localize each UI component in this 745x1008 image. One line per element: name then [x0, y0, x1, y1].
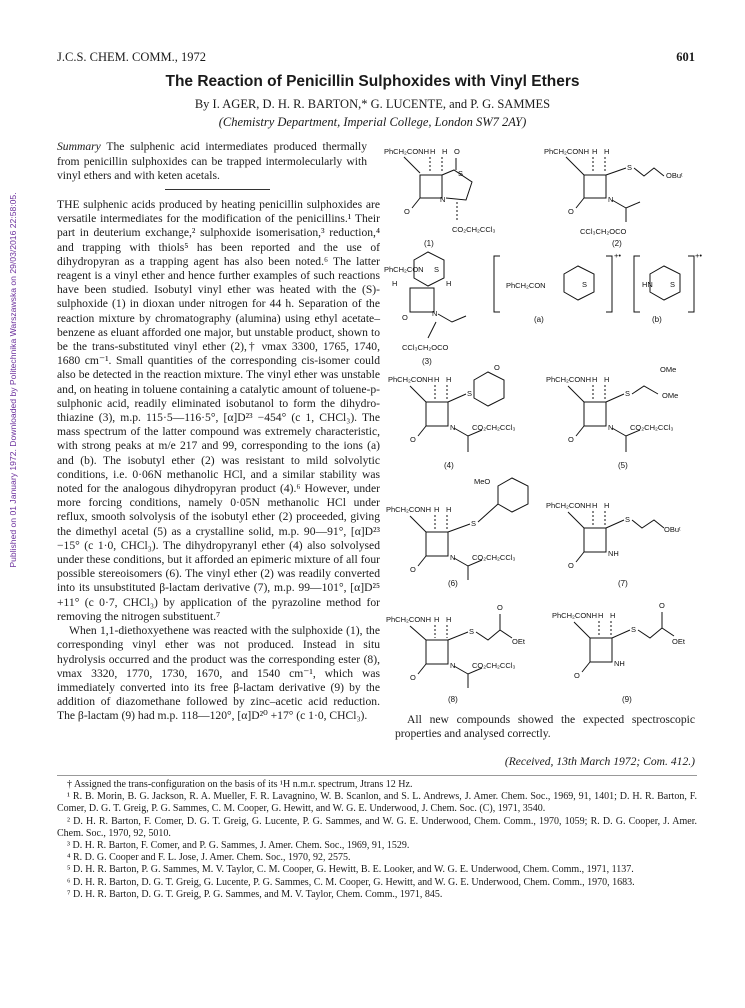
o-atom: O — [494, 363, 500, 372]
footnote: † Assigned the trans-configuration on the basis of its ¹H n.m.r. spectrum, Jtrans 12 Hz. — [67, 779, 413, 790]
ion-b-charge: +• — [695, 251, 702, 260]
h-atom: H — [446, 375, 452, 384]
article-title: The Reaction of Penicillin Sulphoxides with Vinyl Ethers — [165, 73, 580, 90]
structure-2-obu: OBuᵗ — [666, 171, 683, 180]
h-atom: H — [446, 279, 452, 288]
h-atom: H — [604, 501, 610, 510]
h-atom: H — [598, 611, 604, 620]
author-line: By I. AGER, D. H. R. BARTON,* G. LUCENTE, and P. G. SAMMES — [194, 97, 551, 111]
ion-a-sidechain: PhCH₂CON — [506, 281, 546, 290]
hn-atom: HN — [642, 280, 653, 289]
structure-5-label: (5) — [618, 461, 628, 470]
s-atom: S — [631, 625, 637, 634]
oet-group: OEt — [512, 637, 525, 646]
journal-header: J.C.S. CHEM. COMM., 1972 — [57, 50, 206, 64]
h-atom: H — [592, 375, 598, 384]
h-atom: H — [446, 615, 452, 624]
ion-b — [634, 251, 702, 324]
s-atom: S — [458, 169, 464, 178]
reference: ⁷ D. H. R. Barton, D. G. T. Greig, P. G. Sammes, and M. V. Taylor, Chem. Comm., 1971, 845. — [67, 888, 443, 900]
structure-3-label: (3) — [422, 357, 432, 366]
structure-4-ester: CO₂CH₂CCl₃ — [472, 423, 516, 432]
n-atom: N — [432, 309, 438, 318]
nh-group: NH — [614, 659, 625, 668]
structure-3-ester: CCl₃CH₂OCO — [402, 343, 449, 352]
ion-b-label: (b) — [652, 315, 662, 324]
reference: ¹ R. B. Morin, B. G. Jackson, R. A. Mueller, F. R. Lavagnino, W. B. Scanlon, and S. L. Andrews, J. Amer. Chem. Soc., 1969, 91, 1401; D. H. R. Barton, F. Comer, D. G. T. Greig, P. G. Sammes, C. M. Cooper, G. Hewitt, and W. G. E. Underwood, J. Chem. Soc. (C), 1971, 3540. — [57, 791, 697, 815]
structure-8-ester: CO₂CH₂CCl₃ — [472, 661, 516, 670]
structure-1-ester: CO₂CH₂CCl₃ — [452, 225, 496, 234]
o-atom: O — [404, 207, 410, 216]
reference: ⁶ D. H. R. Barton, D. G. T. Greig, G. Lucente, P. G. Sammes, C. M. Cooper, G. Hewitt, and W. G. E. Underwood, Chem. Comm., 1970, 1683. — [67, 876, 635, 888]
o-atom: O — [410, 565, 416, 574]
structure-2-label: (2) — [612, 239, 622, 248]
summary-divider — [165, 189, 270, 190]
structure-3 — [384, 252, 466, 366]
structure-8-label: (8) — [448, 695, 458, 704]
s-atom: S — [434, 265, 440, 274]
structure-5-ester: CO₂CH₂CCl₃ — [630, 423, 674, 432]
reference: ⁴ R. D. G. Cooper and F. L. Jose, J. Amer. Chem. Soc., 1970, 92, 2575. — [67, 852, 351, 864]
meo-group: MeO — [474, 477, 491, 486]
conclusion-paragraph: All new compounds showed the expected spectroscopic properties and analysed correctly. — [395, 713, 695, 741]
received-date: (Received, 13th March 1972; Com. 412.) — [504, 755, 695, 768]
structure-3-sidechain: PhCH₂CON — [384, 265, 424, 274]
structure-1-label: (1) — [424, 239, 434, 248]
s-atom: S — [625, 515, 631, 524]
article-body — [57, 198, 380, 724]
structure-1 — [384, 147, 495, 248]
structure-4 — [388, 363, 515, 470]
o-atom: O — [410, 435, 416, 444]
ion-a-charge: +• — [614, 251, 622, 260]
structure-9-sidechain: PhCH₂CONH — [552, 611, 597, 620]
n-atom: N — [608, 195, 614, 204]
structure-6-ester: CO₂CH₂CCl₃ — [472, 553, 516, 562]
structure-2-ester: CCl₃CH₂OCO — [580, 227, 627, 236]
o-atom: O — [454, 147, 460, 156]
ion-a — [494, 251, 621, 324]
oet-group: OEt — [672, 637, 685, 646]
footnote-divider — [57, 775, 697, 776]
reference: ³ D. H. R. Barton, F. Comer, and P. G. Sammes, J. Amer. Chem. Soc., 1969, 91, 1529. — [67, 840, 410, 852]
page-number: 601 — [676, 50, 695, 64]
o-atom: O — [568, 207, 574, 216]
ome-group: OMe — [662, 391, 679, 400]
reference: ⁵ D. H. R. Barton, P. G. Sammes, M. V. Taylor, C. M. Cooper, G. Hewitt, B. E. Looker, and W. G. E. Underwood, Chem. Comm., 1971, 1137. — [67, 864, 634, 876]
o-atom: O — [568, 435, 574, 444]
chemical-structures — [382, 140, 702, 705]
s-atom: S — [627, 163, 633, 172]
s-atom: S — [582, 280, 588, 289]
structure-2-sidechain: PhCH₂CONH — [544, 147, 589, 156]
structure-2 — [544, 147, 683, 248]
n-atom: N — [608, 423, 614, 432]
n-atom: N — [450, 423, 456, 432]
summary-label: Summary — [57, 140, 101, 153]
s-atom: S — [625, 389, 631, 398]
h-atom: H — [434, 505, 440, 514]
o-atom: O — [402, 313, 408, 322]
summary-block — [57, 140, 367, 184]
structure-7-label: (7) — [618, 579, 628, 588]
h-atom: H — [430, 147, 436, 156]
summary-text: The sulphenic acid intermediates produced thermally from penicillin sulphoxides can be trapped intermolecularly with vinyl ethers and with keten acetals. — [57, 140, 367, 182]
h-atom: H — [604, 147, 610, 156]
reference: ² D. H. R. Barton, F. Comer, D. G. T. Greig, G. Lucente, P. G. Sammes, and W. G. E. Underwood, Chem. Comm., 1970, 1059; R. D. G. Cooper, J. Amer. Chem. Soc., 1970, 92, 5010. — [57, 815, 697, 839]
structure-7-obu: OBuᵗ — [664, 525, 681, 534]
body-paragraph: When 1,1-diethoxyethene was reacted with the sulphoxide (1), the corresponding vinyl ether was not produced. Instead in situ hydrolysis occurred and the product was the corresponding ester (8), νmax 3320, 1770, 1730, 1670, and 1540 cm⁻¹, which was immediately converted into its free β-lactam derivative (9) by the addition of diazomethane followed by zinc–acetic acid reduction. The β-lactam (9) had m.p. 118—120°, [α]D²⁰ +17° (c 1·0, CHCl₃). — [57, 624, 380, 723]
n-atom: N — [450, 661, 456, 670]
structure-7-sidechain: PhCH₂CONH — [546, 501, 591, 510]
ion-a-label: (a) — [534, 315, 544, 324]
h-atom: H — [392, 279, 398, 288]
structure-8 — [386, 603, 526, 704]
structure-7 — [546, 501, 681, 588]
o-atom: O — [497, 603, 503, 612]
footnotes — [57, 779, 697, 901]
ome-group: OMe — [660, 365, 677, 374]
h-atom: H — [592, 501, 598, 510]
s-atom: S — [469, 627, 475, 636]
h-atom: H — [604, 375, 610, 384]
h-atom: H — [610, 611, 616, 620]
h-atom: H — [434, 375, 440, 384]
affiliation: (Chemistry Department, Imperial College, London SW7 2AY) — [218, 115, 527, 129]
nh-group: NH — [608, 549, 619, 558]
n-atom: N — [450, 553, 456, 562]
download-watermark — [6, 110, 20, 650]
h-atom: H — [442, 147, 448, 156]
structure-5-sidechain: PhCH₂CONH — [546, 375, 591, 384]
structure-4-sidechain: PhCH₂CONH — [388, 375, 433, 384]
structure-6 — [386, 477, 528, 588]
structure-8-sidechain: PhCH₂CONH — [386, 615, 431, 624]
h-atom: H — [446, 505, 452, 514]
s-atom: S — [471, 519, 477, 528]
structure-1-sidechain: PhCH₂CONH — [384, 147, 429, 156]
structure-5 — [546, 365, 678, 470]
h-atom: H — [434, 615, 440, 624]
structure-6-sidechain: PhCH₂CONH — [386, 505, 431, 514]
o-atom: O — [568, 561, 574, 570]
body-paragraph: THE sulphenic acids produced by heating penicillin sulphoxides are versatile intermediates for the modification of the penicillins.¹ Their part in deuterium exchange,² sulphoxide isomerisation,³ reduction,⁴ and trapping with thiols⁵ has been reported and the use of dihydropyran as a trapping agent has also been noted.⁶ The latter reagent is a vinyl ether and hence further examples of such reactions have been studied. Isobutyl vinyl ether was heated with the (S)-sulphoxide (1) in dioxan under nitrogen for 44 h. Separation of the reaction mixture by chromatography (alumina) using ethyl acetate–benzene as eluant afforded one major, but unstable product, shown to be the trans-substituted vinyl ether (2),† νmax 3300, 1765, 1740, 1680 cm⁻¹. Small quantities of the corresponding cis-isomer could also be detected in the reaction mixture. The vinyl ether was unstable and, on heating in toluene containing a catalytic amount of toluene-p-sulphonic acid, readily eliminated isobutanol to form the dihydro-thiazine (3), m.p. 115·5—116·5°, [α]D²³ −454° (c 1, CHCl₃). The mass spectrum of the latter compound was extremely characteristic, with strong peaks at m/e 217 and 99, corresponding to the ions (a) and (b). The isobutyl ether (2) was resistant to mild solvolytic conditions, i.e. 0·06N methanolic HCl, and a similar stability was noted for the analogous dihydropyran product (4).⁶ However, under more forcing conditions, namely 0·05N methanolic HCl under reflux, smooth solvolysis of the isobutyl ether (2) proceeded, giving the dimethyl acetal (5) as a crystalline solid, m.p. 90—91°, [α]D²³ −15° (c 1·0, CHCl₃). The dihydropyranyl ether (4) also solvolysed under these conditions, but it afforded an epimeric mixture of all four possible stereoisomers (6). The vinyl ether (2) was readily converted into its unsubstituted β-lactam derivative (7), m.p. 99—101°, [α]D²⁵ +11° (c 0·7, CHCl₃) by application of the pyrazoline method for removing the nitrogen substituent.⁷ — [57, 198, 380, 623]
structure-9 — [552, 601, 686, 704]
s-atom: S — [670, 280, 676, 289]
n-atom: N — [440, 195, 446, 204]
structure-9-label: (9) — [622, 695, 632, 704]
download-watermark-text: Published on 01 January 1972. Downloaded by Politechnika Warszawska on 29/03/2016 22:58:05. — [8, 192, 18, 568]
s-atom: S — [467, 389, 473, 398]
o-atom: O — [574, 671, 580, 680]
structure-6-label: (6) — [448, 579, 458, 588]
h-atom: H — [592, 147, 598, 156]
structure-4-label: (4) — [444, 461, 454, 470]
o-atom: O — [410, 673, 416, 682]
o-atom: O — [659, 601, 665, 610]
